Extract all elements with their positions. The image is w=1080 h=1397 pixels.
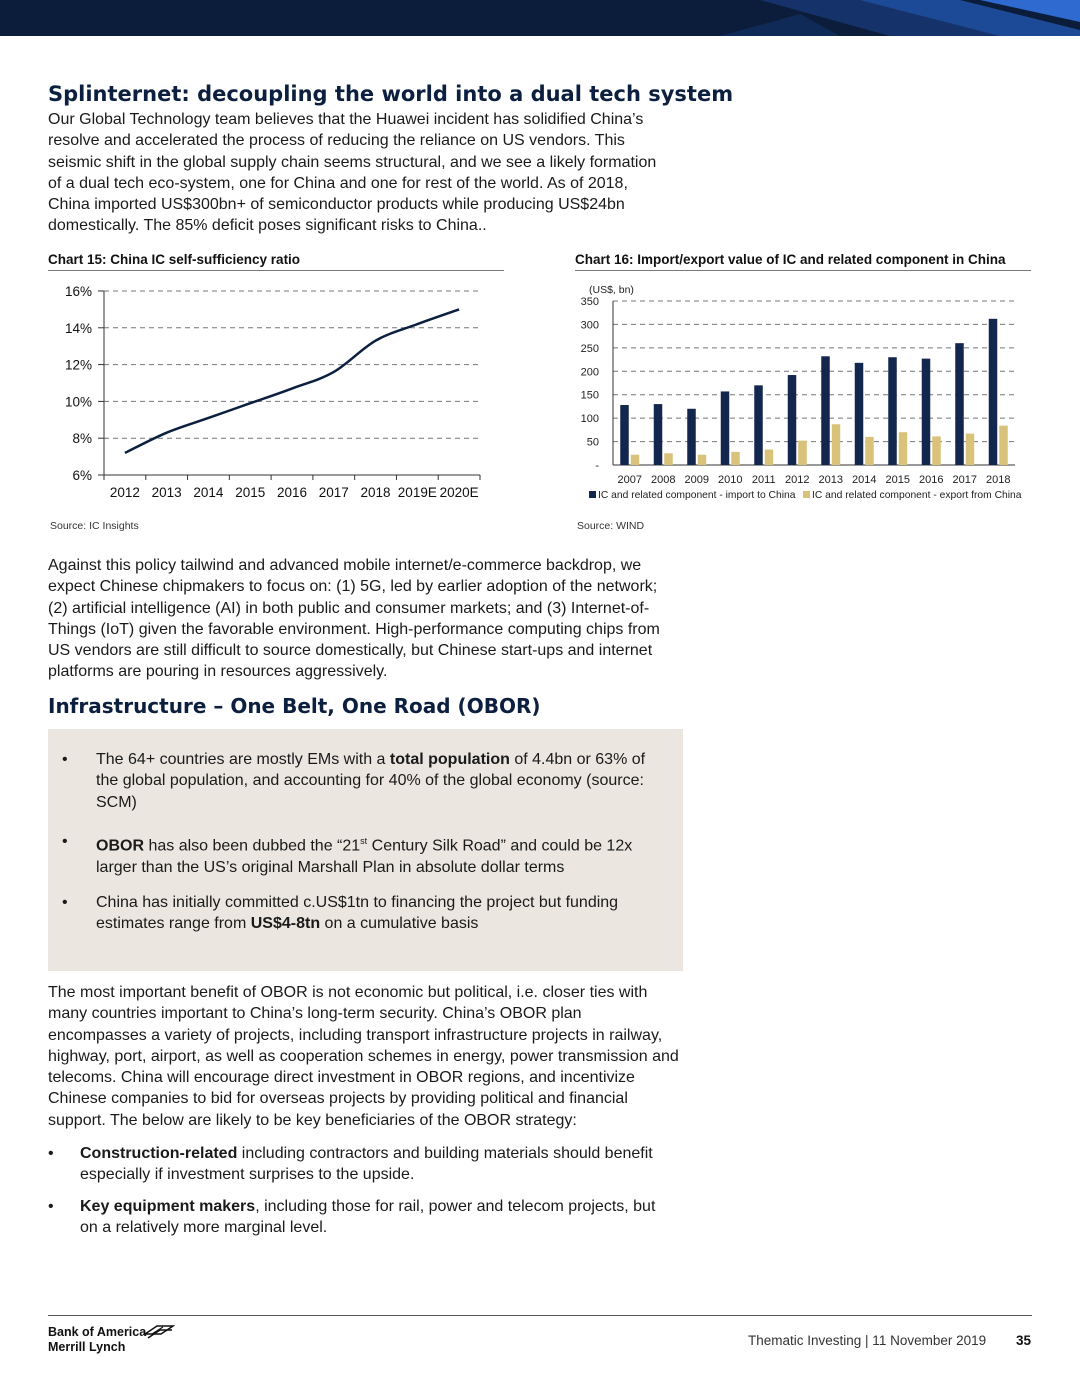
- chart16-bar-import: [620, 405, 629, 465]
- header-stripes-decoration: [0, 0, 1080, 36]
- bullet-dot: •: [48, 1145, 54, 1162]
- chart15-title: Chart 15: China IC self-sufficiency ratio: [48, 252, 504, 271]
- chart16-bar-import: [922, 359, 931, 465]
- chart15-y-tick-label: 14%: [64, 320, 92, 336]
- list-text: , including those for rail, power and telecom projects, but on a relatively more marginal level.: [80, 1198, 656, 1237]
- obor-bullet-silk-road: [62, 831, 666, 878]
- beneficiary-item-construction: [48, 1143, 675, 1186]
- chart16-legend-label-import: IC and related component - import to China: [598, 490, 796, 501]
- chart15-x-tick-label: 2015: [235, 485, 266, 500]
- chart16-x-tick-label: 2012: [785, 474, 810, 486]
- chart16-bar-export: [966, 434, 975, 465]
- chart16-bar-export: [631, 455, 640, 465]
- list-bold-text: Construction-related: [80, 1145, 238, 1162]
- chart16-y-tick-label: 250: [580, 342, 599, 355]
- chart16-bar-export: [765, 450, 774, 465]
- chart15-x-tick-label: 2018: [360, 485, 391, 500]
- logo-line1: Bank of America: [48, 1325, 147, 1339]
- chart16-bar-export: [899, 432, 908, 465]
- bullet-text: The 64+ countries are mostly EMs with a: [96, 751, 390, 768]
- bullet-bold-text: OBOR: [96, 837, 144, 855]
- chart16-bar-export: [664, 453, 673, 465]
- chart15-y-tick-label: 6%: [72, 468, 92, 483]
- header-band: [0, 0, 1080, 36]
- section-title-obor: Infrastructure – One Belt, One Road (OBOR): [48, 694, 541, 718]
- chart16-bar-export: [932, 436, 941, 465]
- chart15-y-tick-label: 12%: [64, 357, 92, 373]
- obor-benefit-paragraph: The most important benefit of OBOR is not economic but political, i.e. closer ties with many countries important to China’s long-term security. China’s OBOR plan encompasses a variety of projects, including transport infrastructure projects in railway, highway, port, airport, as well as cooperation schemes in energy, power transmission and telecoms. China will encourage direct investment in OBOR regions, and incentivize Chinese companies to bid for overseas projects by providing political and financial support. The below are likely to be key beneficiaries of the OBOR strategy:: [48, 984, 679, 1129]
- chart16-y-tick-label: -: [595, 460, 599, 472]
- obor-bullet-population: [62, 749, 666, 813]
- chart16-y-tick-label: 300: [580, 319, 599, 332]
- list-text: including contractors and building materials should benefit especially if investment surprises to the upside.: [80, 1145, 653, 1184]
- bullet-dot: •: [62, 751, 68, 768]
- chart15-x-tick-label: 2016: [276, 485, 308, 500]
- chart15-series-line: [125, 309, 459, 453]
- chart15-ic-self-sufficiency: [48, 278, 504, 510]
- chart16-x-tick-label: 2015: [885, 474, 910, 486]
- chart16-x-tick-label: 2018: [986, 474, 1011, 486]
- chart16-bar-export: [698, 455, 707, 465]
- chart16-unit-label: (US$, bn): [589, 284, 634, 296]
- chart16-y-tick-label: 100: [580, 413, 599, 426]
- splinternet-paragraph: Our Global Technology team believes that the Huawei incident has solidified China’s resolve and accelerated the process of reducing the reliance on US vendors. This seismic shift in the global supply chain seems structural, and we see a likely formation of a dual tech eco-system, one for China and one for rest of the world. As of 2018, China imported US$300bn+ of semiconductor products while producing US$24bn domestically. The 85% deficit poses significant risks to China..: [48, 111, 657, 235]
- chart16-bar-import: [955, 343, 964, 465]
- list-bold-text: Key equipment makers: [80, 1198, 256, 1215]
- bullet-dot: •: [62, 833, 68, 850]
- bullet-dot: •: [48, 1198, 54, 1215]
- chart16-bar-import: [855, 363, 864, 465]
- chart16-title: Chart 16: Import/export value of IC and related component in China: [575, 252, 1031, 271]
- bullet-dot: •: [62, 894, 68, 911]
- chart16-x-tick-label: 2009: [684, 474, 709, 486]
- chart15-x-tick-label: 2020E: [439, 485, 479, 500]
- chart16-x-tick-label: 2008: [651, 474, 676, 486]
- chart16-legend-label-export: IC and related component - export from China: [812, 490, 1022, 501]
- chart16-x-tick-label: 2007: [617, 474, 642, 486]
- chart16-x-tick-label: 2014: [852, 474, 877, 486]
- footer-divider: [48, 1315, 1032, 1316]
- chart15-y-tick-label: 16%: [64, 284, 92, 299]
- chart16-y-tick-label: 200: [580, 366, 599, 379]
- page-number: 35: [1016, 1333, 1032, 1348]
- section-title-splinternet: Splinternet: decoupling the world into a dual tech system: [48, 82, 734, 106]
- chart15-source: Source: IC Insights: [50, 520, 139, 532]
- chart16-y-tick-label: 150: [580, 389, 599, 402]
- chart16-bar-export: [832, 424, 841, 465]
- chart16-bar-export: [731, 452, 740, 465]
- chart15-x-tick-label: 2013: [151, 485, 182, 500]
- footer-publication: Thematic Investing | 11 November 2019: [748, 1333, 987, 1348]
- chart16-bar-export: [999, 426, 1008, 465]
- bullet-text: China has initially committed c.US$1tn to financing the project but funding estimates range from: [96, 894, 619, 933]
- superscript: st: [360, 836, 368, 846]
- chart16-source: Source: WIND: [577, 520, 645, 532]
- bullet-bold-text: total population: [389, 751, 510, 768]
- chart16-bar-import: [821, 356, 830, 465]
- chart16-bar-export: [865, 437, 874, 465]
- chart15-y-tick-label: 10%: [64, 394, 92, 410]
- bullet-text: on a cumulative basis: [320, 915, 479, 933]
- flag-logo-icon: [143, 1324, 175, 1340]
- obor-bullet-funding: [62, 892, 666, 935]
- bullet-text: has also been dubbed the “21: [144, 837, 361, 855]
- chart16-legend-swatch-import: [589, 491, 596, 498]
- chart16-ic-import-export: [575, 278, 1031, 510]
- chart16-bar-import: [989, 319, 998, 465]
- chart16-x-tick-label: 2011: [751, 474, 776, 486]
- chart16-x-tick-label: 2013: [818, 474, 843, 486]
- chart15-x-tick-label: 2017: [318, 485, 349, 500]
- chart16-bar-export: [798, 441, 807, 465]
- chart15-x-tick-label: 2012: [109, 485, 140, 500]
- chart15-x-tick-label: 2014: [193, 485, 224, 500]
- chart16-bar-import: [788, 375, 797, 465]
- bullet-text: Century Silk Road” and could be 12x larger than the US’s original Marshall Plan in absolute dollar terms: [96, 837, 633, 876]
- chart16-bar-import: [654, 404, 663, 465]
- bullet-text: of 4.4bn or 63% of the global population, and accounting for 40% of the global economy (source: SCM): [96, 751, 646, 811]
- chipmakers-paragraph: Against this policy tailwind and advanced mobile internet/e-commerce backdrop, we expect Chinese chipmakers to focus on: (1) 5G, led by earlier adoption of the network; (2) artificial intelligence (AI) in both public and consumer markets; and (3) Internet-of-Things (IoT) given the favorable environment. High-performance computing chips from US vendors are still difficult to source domestically, but Chinese start-ups and internet platforms are pouring in resources aggressively.: [48, 557, 660, 681]
- chart16-y-tick-label: 50: [586, 436, 599, 449]
- chart16-x-tick-label: 2016: [919, 474, 944, 486]
- logo-line2: Merrill Lynch: [48, 1340, 126, 1354]
- chart16-x-tick-label: 2017: [952, 474, 977, 486]
- chart16-x-tick-label: 2010: [718, 474, 743, 486]
- chart16-bar-import: [721, 391, 730, 465]
- chart16-bar-import: [888, 357, 897, 465]
- beneficiary-item-equipment: [48, 1196, 675, 1239]
- chart16-y-tick-label: 350: [580, 296, 599, 308]
- chart15-x-tick-label: 2019E: [397, 485, 437, 500]
- chart15-y-tick-label: 8%: [72, 431, 92, 447]
- obor-highlight-box: [48, 729, 683, 971]
- chart16-bar-import: [754, 385, 763, 465]
- bank-logo: [48, 1325, 146, 1355]
- chart16-legend-swatch-export: [803, 491, 810, 498]
- bullet-bold-text: US$4-8tn: [250, 915, 321, 933]
- chart16-bar-import: [687, 409, 696, 465]
